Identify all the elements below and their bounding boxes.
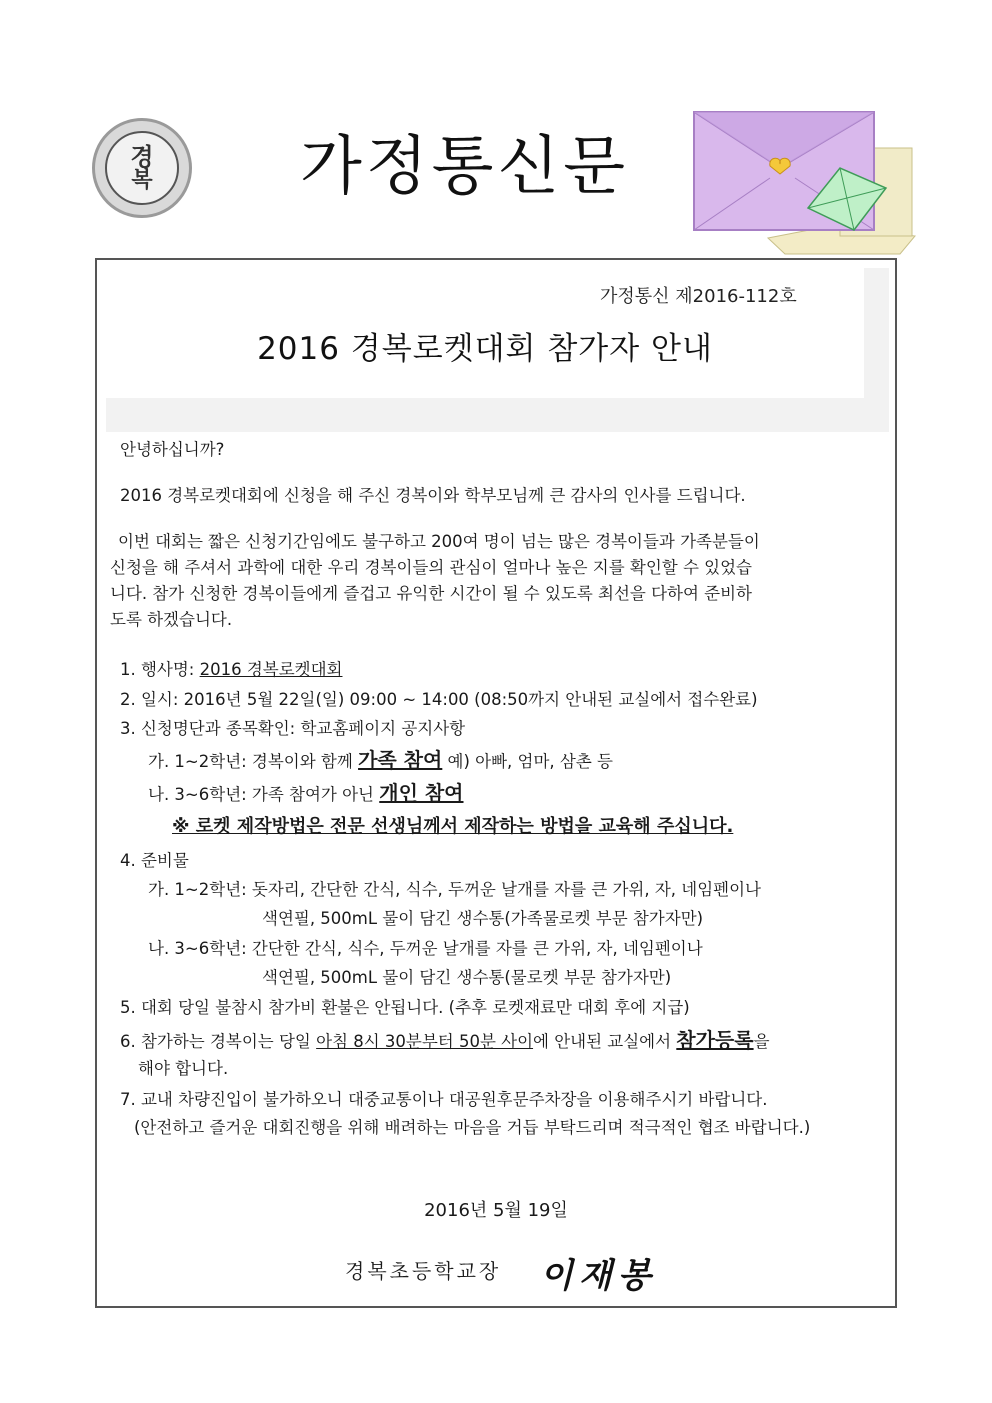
family-participation: 가족 참여 [358, 748, 443, 772]
item-6-line-2: 해야 합니다. [138, 1059, 229, 1078]
item-4b-line: 색연필, 500mL 물이 담긴 생수통(물로켓 부문 참가자만) [262, 968, 672, 987]
logo-emblem [105, 131, 179, 205]
paragraph-line: 신청을 해 주셔서 과학에 대한 우리 경복이들의 관심이 얼마나 높은 지를 확인할 수 있었습 [110, 558, 752, 577]
envelope-illustration [690, 108, 920, 258]
item-4a-line: 색연필, 500mL 물이 담긴 생수통(가족물로켓 부문 참가자만) [262, 909, 704, 928]
item-5: 5. 대회 당일 불참시 참가비 환불은 안됩니다. (추후 로켓재료만 대회 후에 지급) [120, 998, 690, 1017]
logo-char-top: 경 [130, 141, 154, 171]
item-3a-text: 가. 1~2학년: 경복이와 함께 [148, 752, 359, 771]
item-6-text: 6. 참가하는 경복이는 당일 [120, 1032, 317, 1051]
paragraph-line: 이번 대회는 짧은 신청기간임에도 불구하고 200여 명이 넘는 많은 경복이들과 가족분들이 [118, 532, 760, 551]
item-4b-line: 나. 3~6학년: 간단한 간식, 식수, 두꺼운 날개를 자를 큰 가위, 자, 네임펜이나 [148, 939, 703, 958]
item-7-line-2: (안전하고 즐거운 대회진행을 위해 배려하는 마음을 거듭 부탁드리며 적극적인 협조 바랍니다.) [134, 1118, 811, 1137]
item-4: 4. 준비물 [120, 851, 189, 870]
event-name: 2016 경복로켓대회 [199, 660, 343, 679]
school-logo [92, 118, 192, 218]
paragraph-line: 니다. 참가 신청한 경복이들에게 즐겁고 유익한 시간이 될 수 있도록 최선을 다하여 준비하 [110, 584, 752, 603]
item-7: 7. 교내 차량진입이 불가하오니 대중교통이나 대공원후문주차장을 이용해주시기 바랍니다. [120, 1090, 768, 1109]
item-6-end: 을 [753, 1032, 770, 1051]
intro-paragraph: 2016 경복로켓대회에 신청을 해 주신 경복이와 학부모님께 큰 감사의 인사를 드립니다. [120, 486, 746, 505]
individual-participation: 개인 참여 [379, 781, 464, 805]
notice-title: 2016 경복로켓대회 참가자 안내 [257, 331, 713, 367]
signer-title: 경복초등학교장 [345, 1259, 502, 1283]
item-3a [148, 744, 613, 773]
principal-signature: 이재봉 [540, 1256, 657, 1296]
registration-time: 아침 8시 30분부터 50분 사이 [316, 1032, 534, 1051]
item-6 [120, 1024, 770, 1053]
item-3b-text: 나. 3~6학년: 가족 참여가 아닌 [148, 785, 380, 804]
note-line [172, 812, 733, 838]
masthead-title: 가정통신문 [300, 130, 630, 204]
logo-char-bottom: 복 [131, 167, 153, 194]
item-1-label: 1. 행사명: [120, 660, 200, 679]
registration-emphasis: 참가등록 [676, 1028, 754, 1052]
item-3a-example: 예) 아빠, 엄마, 삼촌 등 [442, 752, 613, 771]
issue-number: 가정통신 제2016-112호 [600, 286, 797, 307]
item-3: 3. 신청명단과 종목확인: 학교홈페이지 공지사항 [120, 719, 466, 738]
rocket-method-note: ※ 로켓 제작방법은 전문 선생님께서 제작하는 방법을 교육해 주십니다. [172, 816, 734, 837]
item-3b [148, 777, 464, 806]
item-4a-line: 가. 1~2학년: 돗자리, 간단한 간식, 식수, 두꺼운 날개를 자를 큰 가위, 자, 네임펜이나 [148, 880, 761, 899]
item-2: 2. 일시: 2016년 5월 22일(일) 09:00 ~ 14:00 (08:50까지 안내된 교실에서 접수완료) [120, 690, 758, 709]
paragraph-line: 도록 하겠습니다. [110, 610, 233, 629]
notice-date: 2016년 5월 19일 [424, 1200, 568, 1221]
item-1 [120, 656, 342, 680]
item-6-mid: 에 안내된 교실에서 [533, 1032, 677, 1051]
greeting: 안녕하십니까? [120, 440, 225, 459]
